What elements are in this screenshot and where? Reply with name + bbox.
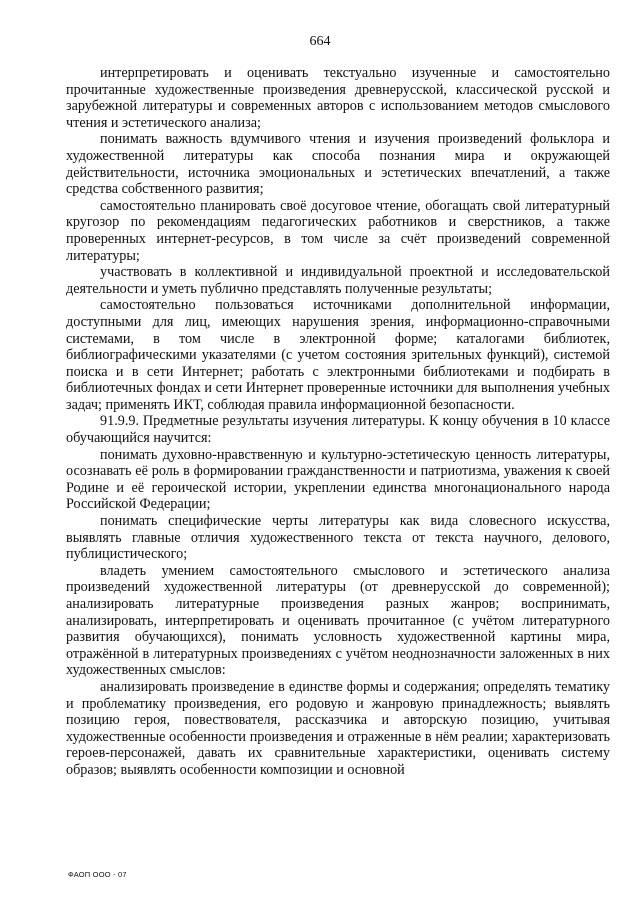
paragraph: понимать важность вдумчивого чтения и изучения произведений фольклора и художественной литературы как способа познания мира и окружающей действительности, источника эмоциональных и эстетических впечатлений, а также средства собственного развития; <box>66 131 610 198</box>
page-number: 664 <box>309 34 331 49</box>
paragraph: самостоятельно планировать своё досуговое чтение, обогащать свой литературный кругозор по рекомендациям педагогических работников и сверстников, а также проверенных интернет-ресурсов, в том числе за счёт произведений современной литературы; <box>66 197 610 264</box>
document-body <box>66 65 610 779</box>
paragraph: самостоятельно пользоваться источниками дополнительной информации, доступными для лиц, имеющих нарушения зрения, информационно-справочными системами, в том числе в электронной форме; каталогами библиотек, библиографическими указателями (с учетом состояния зрительных функций), системой поиска и в сети Интернет; работать с электронными библиотеками и подбирать в библиотечных фондах и сети Интернет проверенные источники для выполнения учебных задач; применять ИКТ, соблюдая правила информационной безопасности. <box>66 297 610 413</box>
paragraph: интерпретировать и оценивать текстуально изученные и самостоятельно прочитанные художественные произведения древнерусской, классической русской и зарубежной литературы и современных авторов с использованием методов смыслового чтения и эстетического анализа; <box>66 65 610 131</box>
paragraph: участвовать в коллективной и индивидуальной проектной и исследовательской деятельности и уметь публично представлять полученные результаты; <box>66 264 610 297</box>
paragraph: понимать духовно-нравственную и культурно-эстетическую ценность литературы, осознавать её роль в формировании гражданственности и патриотизма, уважения к своей Родине и её героической истории, укреплении единства многонационального народа Российской Федерации; <box>66 446 610 513</box>
section-heading-paragraph: 91.9.9. Предметные результаты изучения литературы. К концу обучения в 10 классе обучающийся научится: <box>66 413 610 447</box>
paragraph: анализировать произведение в единстве формы и содержания; определять тематику и проблематику произведения, его родовую и жанровую принадлежность; выявлять позицию героя, повествователя, рассказчика и авторскую позицию, учитывая художественные особенности произведения и отраженные в нём реалии; характеризовать героев-персонажей, давать их сравнительные характеристики, оценивать систему образов; выявлять особенности композиции и основной <box>66 678 610 778</box>
footer-code: ФАОП ООО - 07 <box>68 870 127 879</box>
paragraph: владеть умением самостоятельного смыслового и эстетического анализа произведений художественной литературы (от древнерусской до современной); анализировать литературные произведения разных жанров; воспринимать, анализировать, интерпретировать и оценивать прочитанное (с учётом литературного развития обучающихся), понимать условность художественной картины мира, отражённой в литературных произведениях с учётом неоднозначности заложенных в них художественных смыслов: <box>66 562 610 679</box>
paragraph: понимать специфические черты литературы как вида словесного искусства, выявлять главные отличия художественного текста от текста научного, делового, публицистического; <box>66 513 610 563</box>
